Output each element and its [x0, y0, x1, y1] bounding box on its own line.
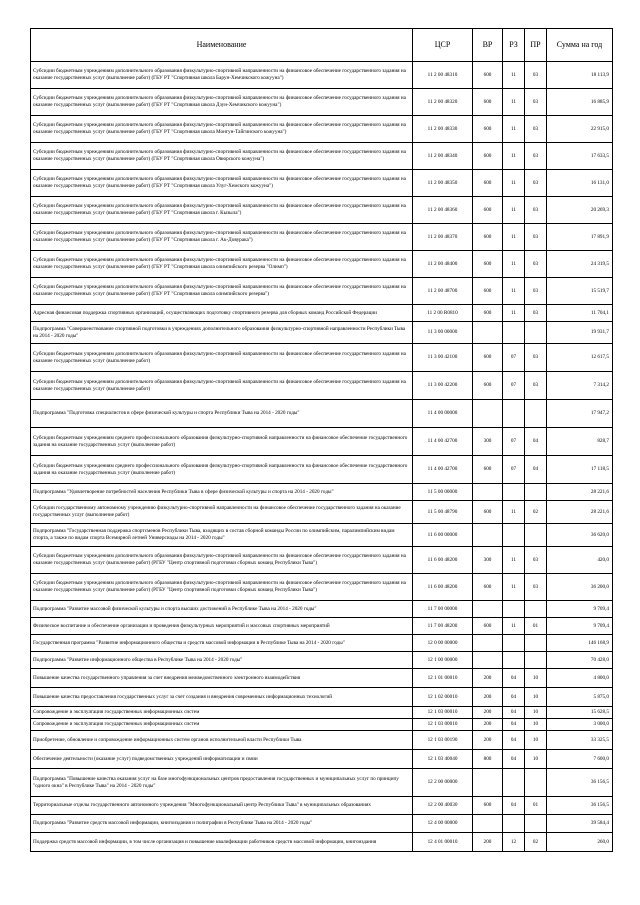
cell-pr — [525, 400, 547, 428]
cell-sum: 7 600,0 — [547, 750, 613, 769]
table-row — [31, 669, 613, 688]
cell-sum: 4 800,0 — [547, 669, 613, 688]
cell-name: Субсидии бюджетным учреждениям дополнительного образования физкультурно-спортивной направленности на финансовое обеспечение государственного задания на оказание государственных услуг (выполнение работ) (ГБУ РТ "Спортивная школа г. Кызыла") — [31, 197, 413, 224]
table-row — [31, 305, 613, 322]
table-row — [31, 524, 613, 547]
cell-pr: 03 — [525, 170, 547, 197]
cell-sum: 36 156,5 — [547, 769, 613, 797]
cell-pr: 03 — [525, 372, 547, 400]
cell-vr: 600 — [473, 62, 503, 89]
cell-name: Приобретение, обновление и сопровождение информационных систем органов исполнительной власти Республики Тыва — [31, 731, 413, 750]
cell-sum: 420,0 — [547, 547, 613, 574]
cell-pr: 03 — [525, 116, 547, 143]
cell-name: Субсидии бюджетным учреждениям дополнительного образования физкультурно-спортивной направленности на финансовое обеспечение государственного задания на оказание государственных услуг (выполнение работ) (РГБУ "Центр спортивной подготовки сборных команд Республики Тыва") — [31, 574, 413, 601]
cell-csr: 11 3 00 00000 — [413, 322, 473, 344]
cell-rz: 11 — [503, 62, 525, 89]
cell-rz: 11 — [503, 618, 525, 635]
table-row — [31, 833, 613, 852]
cell-sum: 22 915,0 — [547, 116, 613, 143]
cell-csr: 11 2 00 48320 — [413, 89, 473, 116]
cell-pr: 10 — [525, 688, 547, 707]
cell-pr — [525, 769, 547, 797]
cell-csr: 11 2 00 48310 — [413, 62, 473, 89]
table-row — [31, 89, 613, 116]
table-row — [31, 224, 613, 251]
cell-pr: 03 — [525, 547, 547, 574]
cell-sum: 20 269,3 — [547, 197, 613, 224]
cell-csr: 12 1 03 00190 — [413, 731, 473, 750]
cell-rz — [503, 484, 525, 501]
cell-csr: 11 4 00 00000 — [413, 400, 473, 428]
cell-rz: 04 — [503, 731, 525, 750]
cell-sum: 36 620,0 — [547, 524, 613, 547]
column-header-csr: ЦСР — [413, 29, 473, 62]
table-row — [31, 197, 613, 224]
cell-csr: 11 2 00 48360 — [413, 197, 473, 224]
cell-csr: 11 2 00 48350 — [413, 170, 473, 197]
cell-rz: 11 — [503, 501, 525, 524]
cell-sum: 3 000,0 — [547, 719, 613, 731]
cell-rz — [503, 322, 525, 344]
table-row — [31, 719, 613, 731]
cell-pr: 01 — [525, 797, 547, 815]
cell-vr: 600 — [473, 456, 503, 484]
cell-sum: 24 319,5 — [547, 251, 613, 278]
cell-csr: 11 6 00 48200 — [413, 574, 473, 601]
cell-vr — [473, 524, 503, 547]
cell-sum: 5 875,0 — [547, 688, 613, 707]
table-row — [31, 769, 613, 797]
cell-rz: 04 — [503, 688, 525, 707]
cell-vr: 200 — [473, 669, 503, 688]
cell-csr: 11 7 00 00000 — [413, 601, 473, 618]
table-row — [31, 170, 613, 197]
cell-sum: 33 325,5 — [547, 731, 613, 750]
cell-sum: 11 704,1 — [547, 305, 613, 322]
cell-name: Сопровождение и эксплуатация государственных информационных систем — [31, 719, 413, 731]
cell-csr: 11 2 00 48400 — [413, 251, 473, 278]
cell-vr: 300 — [473, 428, 503, 456]
cell-rz — [503, 652, 525, 669]
table-row — [31, 574, 613, 601]
cell-pr: 10 — [525, 750, 547, 769]
cell-pr — [525, 815, 547, 833]
cell-sum: 146 168,9 — [547, 635, 613, 652]
table-row — [31, 652, 613, 669]
cell-sum: 39 584,4 — [547, 815, 613, 833]
cell-csr: 11 7 00 48200 — [413, 618, 473, 635]
cell-rz: 11 — [503, 251, 525, 278]
cell-pr: 03 — [525, 89, 547, 116]
cell-name: Субсидии бюджетным учреждениям дополнительного образования физкультурно-спортивной направленности на финансовое обеспечение государственного задания на оказание государственных услуг (выполнение работ) (ГБУ РТ "Спортивная школа Барун-Хемчикского кожууна") — [31, 62, 413, 89]
cell-csr: 12 0 00 00000 — [413, 635, 473, 652]
cell-name: Повышение качества предоставления государственных услуг за счет создания и внедрения современных информационных технологий — [31, 688, 413, 707]
cell-vr — [473, 484, 503, 501]
cell-pr: 03 — [525, 305, 547, 322]
table-row — [31, 143, 613, 170]
cell-pr: 03 — [525, 224, 547, 251]
cell-csr: 11 4 00 42700 — [413, 456, 473, 484]
cell-rz: 11 — [503, 116, 525, 143]
cell-rz — [503, 769, 525, 797]
cell-pr — [525, 652, 547, 669]
cell-vr — [473, 601, 503, 618]
cell-pr: 10 — [525, 719, 547, 731]
cell-name: Подпрограмма "Развитие массовой физической культуры и спорта высших достижений в Республике Тыва на 2014 - 2020 годы" — [31, 601, 413, 618]
table-row — [31, 322, 613, 344]
cell-name: Повышение качества государственного управления за счет внедрения межведомственного электронного взаимодействия — [31, 669, 413, 688]
cell-rz: 11 — [503, 143, 525, 170]
cell-name: Физическое воспитание и обеспечение организации и проведения физкультурных мероприятий и массовых спортивных мероприятий — [31, 618, 413, 635]
cell-vr: 600 — [473, 574, 503, 601]
cell-vr: 200 — [473, 688, 503, 707]
cell-vr: 600 — [473, 618, 503, 635]
cell-name: Субсидии бюджетным учреждениям дополнительного образования физкультурно-спортивной направленности на финансовое обеспечение государственного задания на оказание государственных услуг (выполнение работ) (ГБУ РТ "Спортивная школа Монгун-Тайгинского кожууна") — [31, 116, 413, 143]
cell-vr: 600 — [473, 501, 503, 524]
cell-rz: 07 — [503, 428, 525, 456]
cell-pr — [525, 322, 547, 344]
table-row — [31, 601, 613, 618]
column-header-sum: Сумма на год — [547, 29, 613, 62]
cell-csr: 12 2 00 00000 — [413, 769, 473, 797]
cell-name: Подпрограмма "Подготовка специалистов в сфере физической культуры и спорта Республики Тыва на 2014 - 2020 годы" — [31, 400, 413, 428]
cell-pr: 04 — [525, 456, 547, 484]
cell-csr: 11 5 00 00000 — [413, 484, 473, 501]
cell-rz: 11 — [503, 224, 525, 251]
cell-vr — [473, 635, 503, 652]
cell-pr: 03 — [525, 278, 547, 305]
cell-vr: 200 — [473, 707, 503, 719]
cell-vr: 600 — [473, 143, 503, 170]
table-body — [31, 62, 613, 852]
cell-name: Субсидии бюджетным учреждениям дополнительного образования физкультурно-спортивной направленности на финансовое обеспечение государственного задания на оказание государственных услуг (выполнение работ) (ГБУ РТ "Спортивная школа Овюрского кожууна") — [31, 143, 413, 170]
cell-pr: 03 — [525, 344, 547, 372]
cell-csr: 12 1 03 40040 — [413, 750, 473, 769]
column-header-vr: ВР — [473, 29, 503, 62]
cell-sum: 16 131,0 — [547, 170, 613, 197]
cell-rz: 07 — [503, 344, 525, 372]
cell-name: Субсидии бюджетным учреждениям дополнительного образования физкультурно-спортивной направленности на финансовое обеспечение государственного задания на оказание государственных услуг (выполнение работ) (РГБУ "Центр спортивной подготовки сборных команд Республики Тыва") — [31, 547, 413, 574]
table-row — [31, 484, 613, 501]
cell-csr: 12 4 01 00010 — [413, 833, 473, 852]
cell-vr: 600 — [473, 89, 503, 116]
cell-sum: 7 314,2 — [547, 372, 613, 400]
budget-table — [30, 28, 613, 852]
cell-csr: 11 2 00 R0810 — [413, 305, 473, 322]
cell-csr: 11 3 00 42100 — [413, 344, 473, 372]
cell-vr: 600 — [473, 344, 503, 372]
cell-vr: 600 — [473, 305, 503, 322]
cell-rz: 04 — [503, 797, 525, 815]
cell-name: Субсидии бюджетным учреждениям среднего профессионального образования физкультурно-спортивной направленности на финансовое обеспечение государственного задания на оказание государственных услуг (выполнение работ) — [31, 456, 413, 484]
cell-csr: 12 1 02 00010 — [413, 688, 473, 707]
cell-vr: 300 — [473, 547, 503, 574]
cell-vr: 600 — [473, 170, 503, 197]
cell-name: Территориальные отделы государственного автономного учреждения "Многофункциональный центр Республики Тыва" в муниципальных образованиях — [31, 797, 413, 815]
cell-rz: 11 — [503, 89, 525, 116]
cell-pr — [525, 601, 547, 618]
cell-name: Субсидии бюджетным учреждениям среднего профессионального образования физкультурно-спортивной направленности на финансовое обеспечение государственного задания на оказание государственных услуг (выполнение работ) — [31, 428, 413, 456]
table-row — [31, 731, 613, 750]
cell-name: Подпрограмма "Развитие информационного общества в Республике Тыва на 2014 - 2020 годы" — [31, 652, 413, 669]
cell-sum: 18 113,9 — [547, 62, 613, 89]
cell-name: Подпрограмма "Удовлетворение потребностей населения Республики Тыва в сфере физической культуры и спорта на 2014 - 2020 годы" — [31, 484, 413, 501]
cell-sum: 16 885,9 — [547, 89, 613, 116]
cell-name: Поддержка средств массовой информации, в том числе организация и повышение квалификации работников средств массовой информации, книгоиздания — [31, 833, 413, 852]
cell-rz: 04 — [503, 707, 525, 719]
cell-rz: 11 — [503, 305, 525, 322]
cell-rz: 11 — [503, 197, 525, 224]
cell-vr — [473, 815, 503, 833]
cell-csr: 12 2 00 40030 — [413, 797, 473, 815]
cell-csr: 12 1 00 00000 — [413, 652, 473, 669]
cell-rz: 11 — [503, 547, 525, 574]
cell-name: Адресная финансовая поддержка спортивных организаций, осуществляющих подготовку спортивного резерва для сборных команд Российской Федерации — [31, 305, 413, 322]
cell-rz — [503, 815, 525, 833]
cell-csr: 11 2 00 48330 — [413, 116, 473, 143]
cell-sum: 12 617,5 — [547, 344, 613, 372]
column-header-rz: РЗ — [503, 29, 525, 62]
table-row — [31, 400, 613, 428]
cell-sum: 19 931,7 — [547, 322, 613, 344]
cell-sum: 17 947,2 — [547, 400, 613, 428]
cell-rz: 11 — [503, 170, 525, 197]
cell-rz: 04 — [503, 719, 525, 731]
cell-name: Субсидии бюджетным учреждениям дополнительного образования физкультурно-спортивной направленности на финансовое обеспечение государственного задания на оказание государственных услуг (выполнение работ) (ГБУ РТ "Спортивная школа Улуг-Хемского кожууна") — [31, 170, 413, 197]
cell-vr: 600 — [473, 251, 503, 278]
table-row — [31, 707, 613, 719]
cell-pr — [525, 524, 547, 547]
table-row — [31, 62, 613, 89]
cell-vr: 600 — [473, 372, 503, 400]
cell-vr — [473, 400, 503, 428]
cell-pr — [525, 635, 547, 652]
cell-pr: 10 — [525, 731, 547, 750]
column-header-pr: ПР — [525, 29, 547, 62]
cell-vr: 600 — [473, 224, 503, 251]
cell-rz: 04 — [503, 750, 525, 769]
cell-pr: 03 — [525, 62, 547, 89]
cell-name: Подпрограмма "Государственная поддержка спортсменов Республики Тыва, входящих в состав сборной команды России по олимпийским, паралимпийским видам спорта, а также по видам спорта Всемирной летней Универсиады на 2014 - 2020 годы" — [31, 524, 413, 547]
cell-name: Субсидии бюджетным учреждениям дополнительного образования физкультурно-спортивной направленности на финансовое обеспечение государственного задания на оказание государственных услуг (выполнение работ) (ГБУ РТ "Спортивная школа г. Ак-Довурака") — [31, 224, 413, 251]
cell-rz: 07 — [503, 372, 525, 400]
table-row — [31, 618, 613, 635]
cell-sum: 17 118,5 — [547, 456, 613, 484]
column-header-name: Наименование — [31, 29, 413, 62]
cell-pr: 10 — [525, 707, 547, 719]
cell-csr: 12 1 01 00010 — [413, 669, 473, 688]
cell-vr: 200 — [473, 833, 503, 852]
cell-csr: 11 6 00 48200 — [413, 547, 473, 574]
table-row — [31, 688, 613, 707]
cell-rz — [503, 524, 525, 547]
cell-sum: 36 156,5 — [547, 797, 613, 815]
cell-vr — [473, 322, 503, 344]
cell-rz: 11 — [503, 574, 525, 601]
cell-vr: 600 — [473, 197, 503, 224]
cell-csr: 11 5 00 48790 — [413, 501, 473, 524]
cell-name: Субсидии бюджетным учреждениям дополнительного образования физкультурно-спортивной направленности на финансовое обеспечение государственного задания на оказание государственных услуг (выполнение работ) (ГБУ РТ "Спортивная школа олимпийского резерва") — [31, 278, 413, 305]
cell-vr — [473, 769, 503, 797]
cell-rz: 11 — [503, 278, 525, 305]
cell-sum: 9 709,4 — [547, 601, 613, 618]
cell-sum: 28 221,6 — [547, 501, 613, 524]
cell-name: Субсидии государственному автономному учреждению физкультурно-спортивной направленности на финансовое обеспечение государственного задания на оказание государственных услуг (выполнение работ) — [31, 501, 413, 524]
cell-pr: 03 — [525, 197, 547, 224]
cell-csr: 12 1 03 00010 — [413, 719, 473, 731]
table-row — [31, 797, 613, 815]
cell-csr: 11 6 00 00000 — [413, 524, 473, 547]
cell-sum: 17 891,9 — [547, 224, 613, 251]
cell-rz — [503, 601, 525, 618]
cell-pr: 03 — [525, 251, 547, 278]
cell-sum: 9 709,4 — [547, 618, 613, 635]
cell-pr: 03 — [525, 574, 547, 601]
cell-sum: 15 519,7 — [547, 278, 613, 305]
cell-csr: 11 2 00 48370 — [413, 224, 473, 251]
cell-vr: 600 — [473, 278, 503, 305]
table-row — [31, 456, 613, 484]
cell-name: Субсидии бюджетным учреждениям дополнительного образования физкультурно-спортивной направленности на финансовое обеспечение государственного задания на оказание государственных услуг (выполнение работ) — [31, 372, 413, 400]
cell-vr: 200 — [473, 719, 503, 731]
cell-sum: 17 633,5 — [547, 143, 613, 170]
table-row — [31, 372, 613, 400]
cell-name: Государственная программа "Развитие информационного общества и средств массовой информации в Республике Тыва на 2014 - 2020 годы" — [31, 635, 413, 652]
cell-csr: 12 1 03 00010 — [413, 707, 473, 719]
table-row — [31, 750, 613, 769]
cell-vr: 600 — [473, 116, 503, 143]
cell-rz: 04 — [503, 669, 525, 688]
cell-pr: 02 — [525, 833, 547, 852]
cell-sum: 260,0 — [547, 833, 613, 852]
table-row — [31, 428, 613, 456]
table-row — [31, 815, 613, 833]
cell-sum: 828,7 — [547, 428, 613, 456]
cell-name: Сопровождение и эксплуатация государственных информационных систем — [31, 707, 413, 719]
cell-name: Субсидии бюджетным учреждениям дополнительного образования физкультурно-спортивной направленности на финансовое обеспечение государственного задания на оказание государственных услуг (выполнение работ) (ГБУ РТ "Спортивная школа олимпийского резерва "Олимп") — [31, 251, 413, 278]
cell-csr: 11 2 00 48700 — [413, 278, 473, 305]
cell-pr — [525, 484, 547, 501]
cell-rz: 12 — [503, 833, 525, 852]
cell-sum: 28 221,6 — [547, 484, 613, 501]
cell-name: Подпрограмма "Совершенствование спортивной подготовки в учреждениях дополнительного образования физкультурно-спортивной направленности Республики Тыва на 2014 - 2020 годы" — [31, 322, 413, 344]
cell-rz: 07 — [503, 456, 525, 484]
cell-rz — [503, 635, 525, 652]
table-row — [31, 344, 613, 372]
cell-vr — [473, 652, 503, 669]
table-row — [31, 251, 613, 278]
cell-csr: 12 4 00 00000 — [413, 815, 473, 833]
cell-pr: 02 — [525, 501, 547, 524]
cell-csr: 11 3 00 42200 — [413, 372, 473, 400]
table-row — [31, 278, 613, 305]
budget-document — [30, 28, 612, 852]
cell-sum: 70 428,0 — [547, 652, 613, 669]
cell-name: Субсидии бюджетным учреждениям дополнительного образования физкультурно-спортивной направленности на финансовое обеспечение государственного задания на оказание государственных услуг (выполнение работ) (ГБУ РТ "Спортивная школа Дзун-Хемчикского кожууна") — [31, 89, 413, 116]
cell-pr: 01 — [525, 618, 547, 635]
cell-pr: 03 — [525, 143, 547, 170]
table-header-row — [31, 29, 613, 62]
table-row — [31, 116, 613, 143]
cell-csr: 11 2 00 48340 — [413, 143, 473, 170]
cell-sum: 36 200,0 — [547, 574, 613, 601]
cell-pr: 10 — [525, 669, 547, 688]
cell-vr: 800 — [473, 750, 503, 769]
cell-rz — [503, 400, 525, 428]
table-row — [31, 501, 613, 524]
cell-name: Субсидии бюджетным учреждениям дополнительного образования физкультурно-спортивной направленности на финансовое обеспечение государственного задания на оказание государственных услуг (выполнение работ) — [31, 344, 413, 372]
cell-pr: 04 — [525, 428, 547, 456]
cell-name: Подпрограмма "Повышение качества оказания услуг на базе многофункциональных центров предоставления государственных и муниципальных услуг по принципу "одного окна" в Республике Тыва" на 2014 - 2020 годы" — [31, 769, 413, 797]
cell-vr: 200 — [473, 731, 503, 750]
table-row — [31, 547, 613, 574]
cell-vr: 600 — [473, 797, 503, 815]
table-row — [31, 635, 613, 652]
cell-name: Подпрограмма "Развитие средств массовой информации, книгоиздания и полиграфии в Республике Тыва на 2014 - 2020 годы" — [31, 815, 413, 833]
cell-sum: 15 628,5 — [547, 707, 613, 719]
cell-name: Обеспечение деятельности (оказание услуг) подведомственных учреждений информатизации и связи — [31, 750, 413, 769]
cell-csr: 11 4 00 42700 — [413, 428, 473, 456]
